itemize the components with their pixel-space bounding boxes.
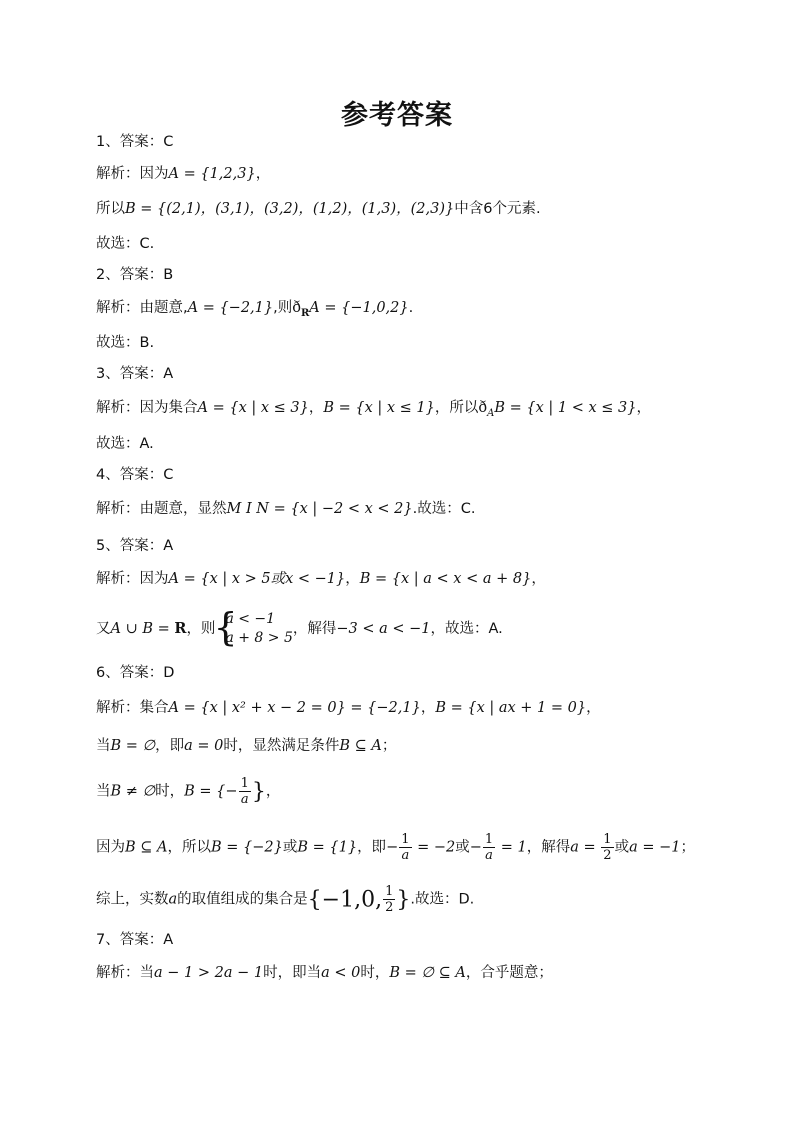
fraction: $\frac{1}{2}$ bbox=[385, 884, 394, 915]
answer-6-line-1: 解析：集合A = {x | x² + x − 2 = 0} = {−2,1}，B = {x | ax + 1 = 0}， bbox=[96, 700, 601, 716]
answer-7-line-1: 解析：当a − 1 > 2a − 1时，即当a < 0时，B = ∅ ⊆ A，合乎题意； bbox=[96, 965, 553, 981]
fraction: $\frac{1}{a}$ bbox=[401, 832, 410, 863]
answer-7-heading: 7、答案：A bbox=[96, 932, 174, 948]
answer-6-heading: 6、答案：D bbox=[96, 665, 175, 681]
answer-6-line-5: 综上，实数a的取值组成的集合是{−1,0, $\frac{1}{2}$ }.故选：D. bbox=[96, 884, 475, 915]
answer-1-conclusion: 故选：C. bbox=[96, 236, 155, 252]
case-system: { a < −1 a + 8 > 5 bbox=[213, 605, 293, 649]
answer-5-line-1: 解析：因为A = {x | x > 5或x < −1}，B = {x | a < x < a + 8}， bbox=[96, 571, 546, 587]
answer-5-heading: 5、答案：A bbox=[96, 538, 174, 554]
answer-1-heading: 1、答案：C bbox=[96, 134, 174, 150]
answer-1-line-1: 解析：因为A = {1,2,3}， bbox=[96, 166, 271, 182]
answer-3-heading: 3、答案：A bbox=[96, 366, 174, 382]
answer-2-conclusion: 故选：B. bbox=[96, 335, 155, 351]
answer-3-conclusion: 故选：A. bbox=[96, 436, 154, 452]
answer-5-line-2: 又A ∪ B = R，则 { a < −1 a + 8 > 5 ，解得−3 < a < −1，故选：A. bbox=[96, 605, 503, 649]
answer-4-heading: 4、答案：C bbox=[96, 467, 174, 483]
answer-6-line-3: 当B ≠ ∅时，B = {− $\frac{1}{a}$ }， bbox=[96, 776, 281, 807]
answer-3-line-1: 解析：因为集合A = {x | x ≤ 3}，B = {x | x ≤ 1}，所以$ð_AB = \{x$ | 1 < x ≤ 3}， bbox=[96, 400, 651, 419]
fraction: $\frac{1}{a}$ bbox=[484, 832, 494, 863]
answer-1-line-2: 所以B = {(2,1)，(3,1)，(3,2)，(1,2)，(1,3)，(2,3)}中含6个元素. bbox=[96, 201, 541, 217]
answer-2-line-1: 解析：由题意,A = {−2,1},则$ð_RA = \{-1,0,2\}$. bbox=[96, 300, 414, 319]
fraction: $\frac{1}{2}$ bbox=[603, 832, 612, 863]
page-title: 参考答案 bbox=[341, 100, 453, 131]
answer-6-line-4: 因为B ⊆ A，所以B = {−2}或B = {1}，即− $\frac{1}{a}$ = −2或− $\frac{1}{a}$ = 1，解得a = $\frac{1}{2}$ 或a = −1； bbox=[96, 832, 695, 863]
answer-6-line-2: 当B = ∅，即a = 0时，显然满足条件B ⊆ A； bbox=[96, 738, 397, 754]
answer-2-heading: 2、答案：B bbox=[96, 267, 174, 283]
left-brace-icon: { bbox=[213, 605, 238, 649]
answer-4-line-1: 解析：由题意，显然M I N = {x | −2 < x < 2}.故选：C. bbox=[96, 501, 476, 517]
fraction: $\frac{1}{a}$ bbox=[240, 776, 249, 807]
